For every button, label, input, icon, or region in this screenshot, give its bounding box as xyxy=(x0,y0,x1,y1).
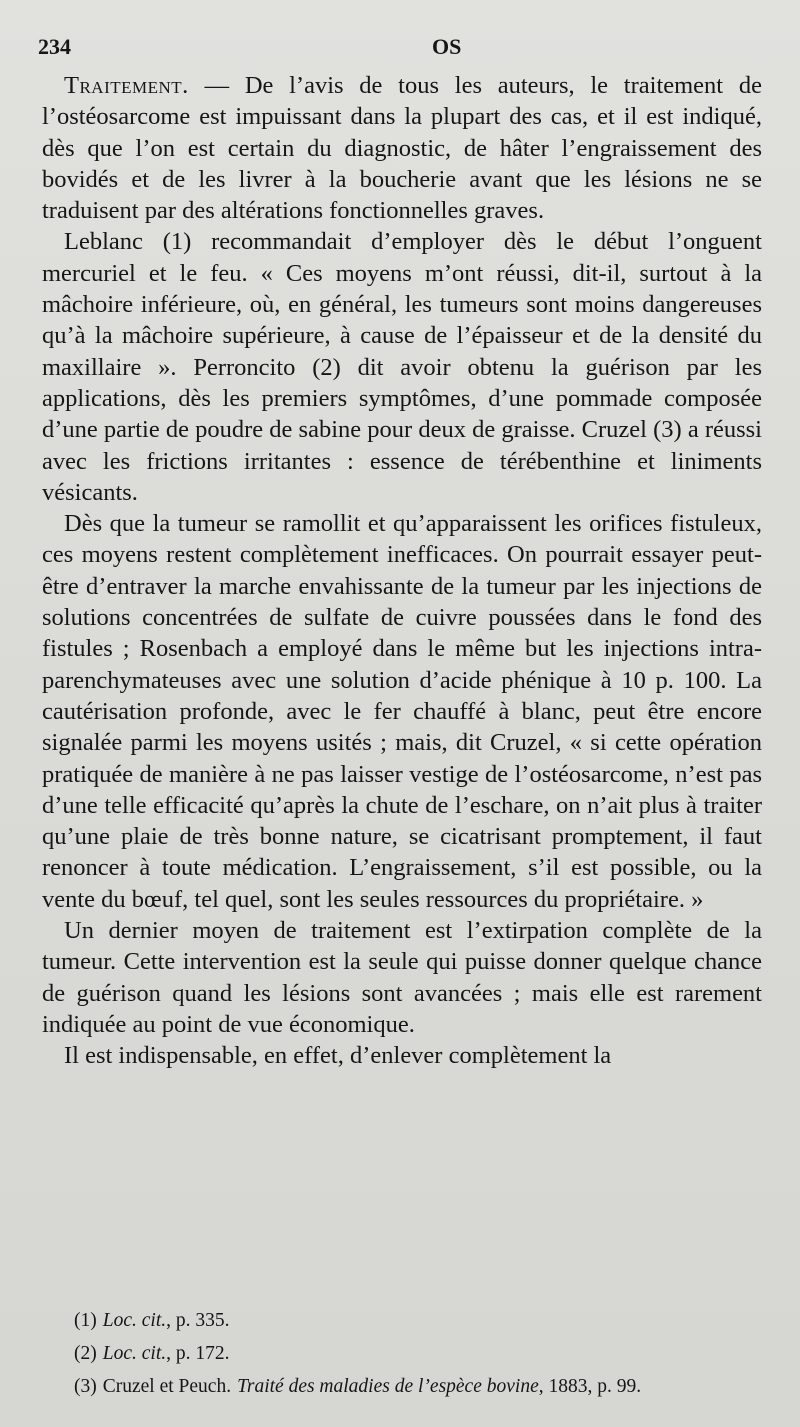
footnote-number: (1) xyxy=(74,1310,97,1331)
running-title: OS xyxy=(432,34,462,59)
footnote-citation: Loc. cit. xyxy=(102,1343,167,1364)
paragraph-leblanc: Leblanc (1) recommandait d’employer dès le début l’onguent mercuriel et le feu. « Ces moyens m’ont réussi, dit-il, surtout à la mâchoire inférieure, où, en général, les tumeurs sont moins dangereuses qu’à la mâchoire supérieure, à cause de l’épaisseur et de la densité du maxillaire ». Perroncito (2) dit avoir obtenu la guérison par les applications, dès les premiers symptômes, d’une pommade composée d’une partie de poudre de sabine pour deux de graisse. Cruzel (3) a réussi avec les frictions irritantes : essence de térébenthine et liniments vésicants. xyxy=(42,228,762,506)
footnote-citation: Loc. cit. xyxy=(102,1310,167,1331)
paragraph-extirpation: Un dernier moyen de traitement est l’extirpation complète de la tumeur. Cette intervention est la seule qui puisse donner quelque chance de guérison quand les lésions sont avancées ; mais elle est rarement indiquée au point de vue économique. xyxy=(42,917,762,1038)
footnote-book-title: Traité des maladies de l’espèce bovine xyxy=(237,1376,539,1397)
footnote-1 xyxy=(74,1304,774,1337)
page-header xyxy=(38,34,762,58)
body-text xyxy=(42,70,762,1072)
footnote-number: (2) xyxy=(74,1343,97,1364)
footnote-page: , p. 335. xyxy=(166,1310,230,1331)
footnotes xyxy=(74,1304,774,1403)
footnote-3 xyxy=(74,1370,774,1403)
section-heading: Traitement. xyxy=(64,72,189,99)
paragraph-fistules: Dès que la tumeur se ramollit et qu’apparaissent les orifices fistuleux, ces moyens restent complètement inefficaces. On pourrait essayer peut-être d’entraver la marche envahissante de la tumeur par les injections de solutions concentrées de sulfate de cuivre poussées dans le fond des fistules ; Rosenbach a employé dans le même but les injections intra-parenchymateuses avec une solution d’acide phénique à 10 p. 100. La cautérisation profonde, avec le fer chauffé à blanc, peut être encore signalée parmi les moyens usités ; mais, dit Cruzel, « si cette opération pratiquée de manière à ne pas laisser vestige de l’ostéosarcome, n’est pas d’une telle efficacité qu’après la chute de l’eschare, on n’ait plus à traiter qu’une plaie de très bonne nature, se cicatrisant promptement, il faut renoncer à toute médication. L’engraissement, s’il est possible, ou la vente du bœuf, tel quel, sont les seules ressources du propriétaire. » xyxy=(42,510,762,913)
paragraph-traitement xyxy=(42,70,762,226)
paragraph-text: — De l’avis de tous les auteurs, le traitement de l’ostéosarcome est impuissant dans la plupart des cas, et il est indiqué, dès que l’on est certain du diagnostic, de hâter l’engraissement des bovidés et de les livrer à la boucherie avant que les lésions ne se traduisent par des altérations fonctionnelles graves. xyxy=(42,72,762,225)
footnote-number: (3) xyxy=(74,1376,97,1397)
paragraph-indispensable: Il est indispensable, en effet, d’enlever complètement la xyxy=(64,1042,612,1070)
page-number: 234 xyxy=(38,34,71,59)
footnote-2 xyxy=(74,1337,774,1370)
footnote-page: , 1883, p. 99. xyxy=(538,1376,642,1397)
footnote-page: , p. 172. xyxy=(166,1343,230,1364)
footnote-authors: Cruzel et Peuch. xyxy=(102,1376,232,1397)
